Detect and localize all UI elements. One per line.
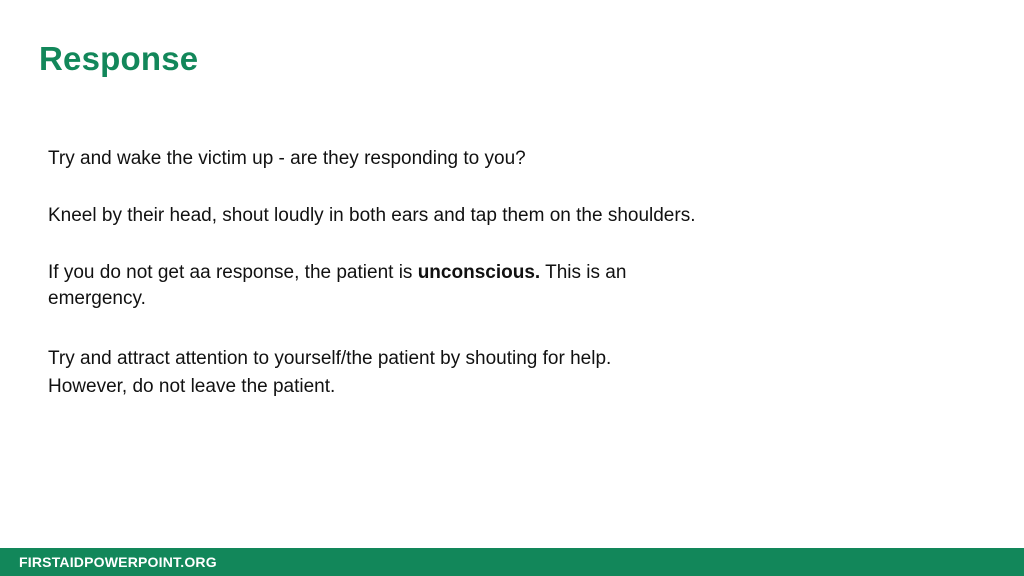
unconscious-emphasis: unconscious.: [417, 262, 541, 283]
paragraph-attract-line1: Try and attract attention to yourself/the patient by shouting for help.: [48, 348, 612, 369]
paragraph-attract-line2: However, do not leave the patient.: [48, 376, 336, 397]
footer-brand: FIRSTAIDPOWERPOINT.ORG: [19, 554, 217, 570]
paragraph-wake-victim: Try and wake the victim up - are they responding to you?: [48, 148, 526, 169]
paragraph-unconscious: [48, 260, 698, 312]
paragraph-attract-attention: [48, 345, 748, 401]
paragraph-unconscious-tail: This is an emergency.: [48, 262, 627, 309]
slide-title: Response: [39, 40, 199, 77]
paragraph-unconscious-lead: If you do not get aa response, the patient is: [48, 262, 418, 283]
footer-bar: [0, 548, 1024, 576]
paragraph-kneel-shout: Kneel by their head, shout loudly in both ears and tap them on the shoulders.: [48, 205, 696, 226]
